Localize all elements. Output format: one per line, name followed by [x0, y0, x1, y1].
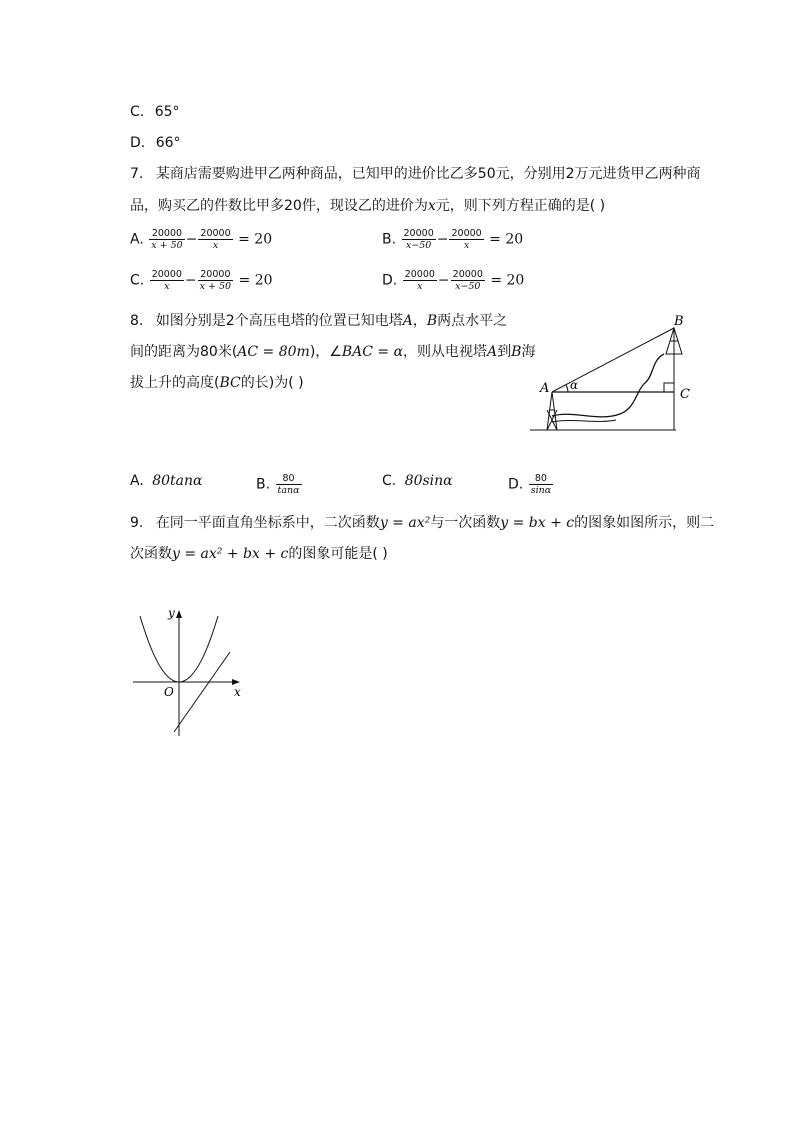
denominator: x + 50 — [151, 240, 183, 251]
angle-arc — [566, 385, 568, 392]
equation-rhs: = 20 — [489, 231, 524, 248]
label-x: x — [234, 685, 241, 699]
equation-rhs: = 20 — [238, 272, 273, 289]
q7-option-c — [130, 269, 273, 292]
fraction — [276, 473, 302, 496]
numerator: 20000 — [151, 269, 182, 280]
fraction — [150, 269, 184, 292]
numerator: 20000 — [149, 228, 184, 240]
question-text: ， — [412, 313, 427, 329]
terrain-curve-lower — [552, 420, 616, 422]
option-label: B. — [382, 231, 397, 248]
fraction — [403, 269, 437, 292]
numerator: 20000 — [198, 269, 233, 281]
q9-graph-figure — [130, 604, 250, 738]
question-number: 8. — [130, 313, 144, 329]
terrain-curve — [552, 354, 664, 417]
numerator: 80 — [529, 473, 553, 485]
question-text: 如图分别是2个高压电塔的位置已知电塔 — [155, 313, 403, 329]
option-value: 80tanα — [152, 473, 203, 489]
minus-sign: − — [437, 272, 450, 289]
math-expr: y = bx + c — [500, 515, 575, 531]
math-expr: y = ax² — [379, 515, 431, 531]
math-var: A — [402, 313, 413, 329]
label-c: C — [680, 387, 690, 402]
fraction — [149, 228, 184, 251]
fraction — [449, 228, 483, 251]
question-text: 的长)为( ) — [240, 375, 304, 391]
equation-rhs: = 20 — [238, 231, 273, 248]
q8-option-b — [256, 473, 303, 496]
math-var: B — [511, 344, 522, 360]
math-var: B — [426, 313, 438, 329]
fraction — [402, 228, 436, 251]
q8-line-2 — [130, 336, 535, 369]
linear-line — [174, 652, 230, 732]
denominator: x — [417, 281, 423, 292]
denominator: tanα — [277, 485, 300, 496]
label-alpha: α — [570, 378, 579, 392]
numerator: 20000 — [404, 269, 435, 280]
denominator: x−50 — [455, 281, 481, 292]
y-axis-arrow-icon — [176, 610, 182, 618]
math-expr: BAC = α — [341, 344, 404, 360]
q7-option-b — [382, 228, 523, 251]
q7-option-d — [382, 269, 524, 292]
question-text: 次函数 — [130, 546, 172, 562]
option-label: A. — [130, 473, 144, 489]
q9-line-2 — [130, 538, 388, 571]
question-text: 的图象可能是( ) — [288, 546, 388, 562]
option-label: B. — [256, 476, 271, 493]
q7-line-1 — [130, 158, 701, 191]
math-expr: AC = 80m — [237, 344, 310, 360]
option-value: 65° — [154, 104, 180, 120]
question-number: 7. — [130, 166, 144, 182]
q6-option-c — [130, 104, 180, 120]
minus-sign: − — [436, 231, 449, 248]
question-text: 的图象如图所示，则二 — [574, 515, 715, 531]
question-text: 到 — [497, 344, 512, 360]
fraction — [451, 269, 485, 292]
math-var: BC — [219, 375, 241, 391]
minus-sign: − — [185, 231, 198, 248]
numerator: 20000 — [200, 228, 231, 239]
option-label: D. — [508, 476, 524, 493]
tower-a-icon — [547, 392, 557, 430]
q7-line-2 — [130, 190, 605, 223]
option-label: A. — [130, 231, 144, 248]
option-label: C. — [130, 104, 145, 120]
denominator: x — [164, 281, 170, 292]
q8-option-d — [508, 473, 554, 496]
math-expr: y = ax² + bx + c — [172, 546, 289, 562]
q8-line-1 — [130, 305, 507, 338]
question-text: ，则从电视塔 — [403, 344, 488, 360]
option-label: D. — [382, 272, 398, 289]
numerator: 80 — [276, 473, 302, 485]
numerator: 20000 — [452, 269, 483, 280]
option-label: D. — [130, 135, 146, 151]
q8-option-c — [382, 473, 453, 489]
denominator: x + 50 — [199, 281, 232, 292]
label-origin: O — [164, 685, 174, 699]
denominator: x — [212, 240, 219, 251]
fraction — [198, 228, 232, 251]
question-text: 海 — [521, 344, 536, 360]
denominator: x−50 — [405, 240, 432, 251]
label-a: A — [540, 381, 550, 396]
right-angle-mark — [664, 383, 674, 392]
q8-option-a — [130, 473, 203, 489]
denominator: x — [463, 240, 470, 251]
question-text: 两点水平之 — [437, 313, 508, 329]
fraction — [198, 269, 233, 292]
equation-rhs: = 20 — [490, 272, 525, 289]
option-value: 80sinα — [404, 473, 453, 489]
question-text: 某商店需要购进甲乙两种商品，已知甲的进价比乙多50元，分别用2万元进货甲乙两种商 — [155, 166, 701, 182]
q8-tower-figure — [528, 310, 694, 434]
option-label: C. — [382, 473, 397, 489]
question-number: 9. — [130, 515, 144, 531]
denominator: sinα — [530, 485, 552, 496]
q8-line-3 — [130, 367, 304, 400]
q7-option-a — [130, 228, 272, 251]
q6-option-d — [130, 135, 181, 151]
minus-sign: − — [184, 272, 197, 289]
question-text: 与一次函数 — [430, 515, 501, 531]
fraction — [529, 473, 553, 496]
label-b: B — [674, 314, 684, 329]
math-var: A — [487, 344, 498, 360]
question-text: 元，则下列方程正确的是( ) — [435, 198, 606, 214]
question-text: 在同一平面直角坐标系中，二次函数 — [155, 515, 380, 531]
question-text: 拔上升的高度( — [130, 375, 220, 391]
math-var: x — [427, 198, 436, 214]
numerator: 20000 — [451, 228, 482, 239]
option-value: 66° — [155, 135, 181, 151]
question-text: 品，购买乙的件数比甲多20件，现设乙的进价为 — [130, 198, 428, 214]
question-text: )，∠ — [309, 344, 342, 360]
label-y: y — [168, 606, 175, 620]
option-label: C. — [130, 272, 145, 289]
question-text: 间的距离为80米( — [130, 344, 238, 360]
numerator: 20000 — [403, 228, 434, 239]
q9-line-1 — [130, 507, 714, 540]
